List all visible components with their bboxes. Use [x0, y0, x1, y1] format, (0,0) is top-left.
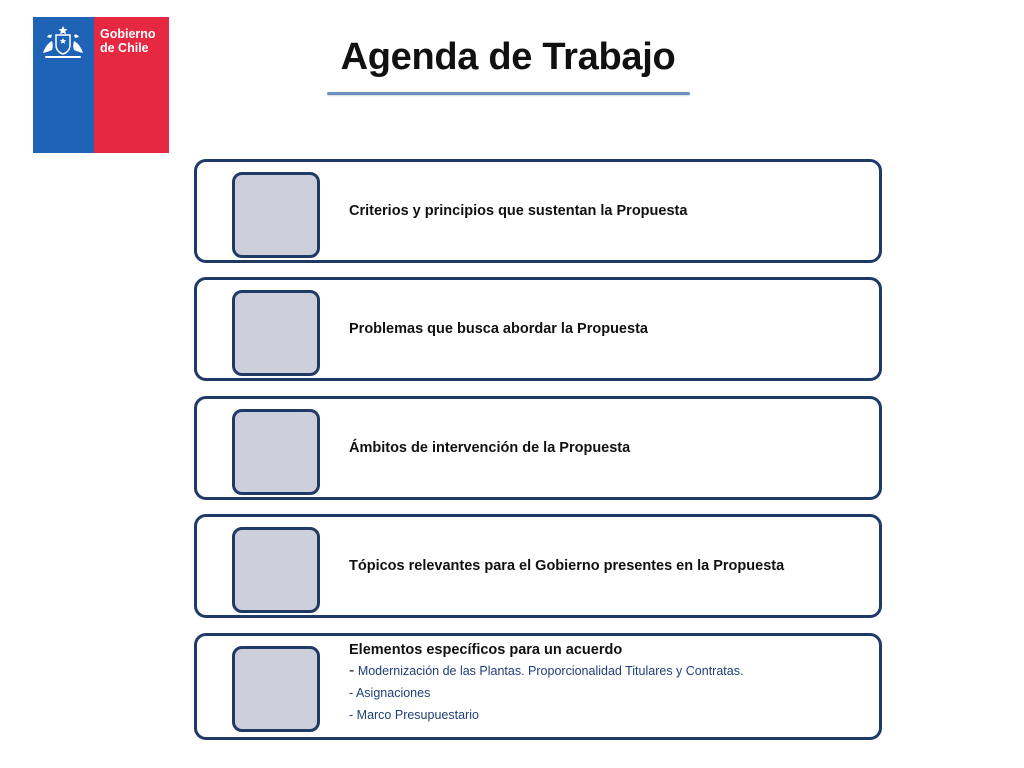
subitem-2 [349, 682, 743, 704]
logo-line-2: de Chile [100, 41, 149, 55]
agenda-item-2-square [232, 290, 320, 376]
coat-of-arms-icon [39, 23, 87, 61]
agenda-item-5 [194, 633, 882, 740]
logo-text [100, 27, 170, 55]
agenda-item-4 [194, 514, 882, 618]
agenda-item-5-content [349, 642, 743, 726]
subitem-2-text: Asignaciones [355, 686, 431, 700]
agenda-item-4-square [232, 527, 320, 613]
subitem-3-dash: - [349, 708, 354, 722]
subitem-1-dash: - [349, 662, 355, 679]
agenda-item-5-label: Elementos específicos para un acuerdo [349, 642, 623, 658]
agenda-item-4-label: Tópicos relevantes para el Gobierno presentes en la Propuesta [349, 558, 785, 574]
agenda-item-3-label: Ámbitos de intervención de la Propuesta [349, 440, 631, 456]
agenda-item-2-label: Problemas que busca abordar la Propuesta [349, 321, 648, 337]
agenda-item-2 [194, 277, 882, 381]
subitem-3-text: Marco Presupuestario [356, 708, 479, 722]
agenda-item-1 [194, 159, 882, 263]
subitem-1-text: Modernización de las Plantas. Proporcionalidad Titulares y Contratas. [357, 664, 744, 678]
subitem-2-dash: - [349, 686, 354, 700]
logo-line-1: Gobierno [100, 27, 156, 41]
gobierno-de-chile-logo [33, 17, 169, 153]
agenda-item-3-square [232, 409, 320, 495]
subitem-1 [349, 660, 743, 682]
agenda-item-5-square [232, 646, 320, 732]
agenda-item-1-square [232, 172, 320, 258]
title-underline [327, 92, 690, 95]
subitem-3 [349, 704, 743, 726]
page-title: Agenda de Trabajo [340, 36, 676, 78]
agenda-item-3 [194, 396, 882, 500]
agenda-item-1-label: Criterios y principios que sustentan la Propuesta [349, 203, 688, 219]
